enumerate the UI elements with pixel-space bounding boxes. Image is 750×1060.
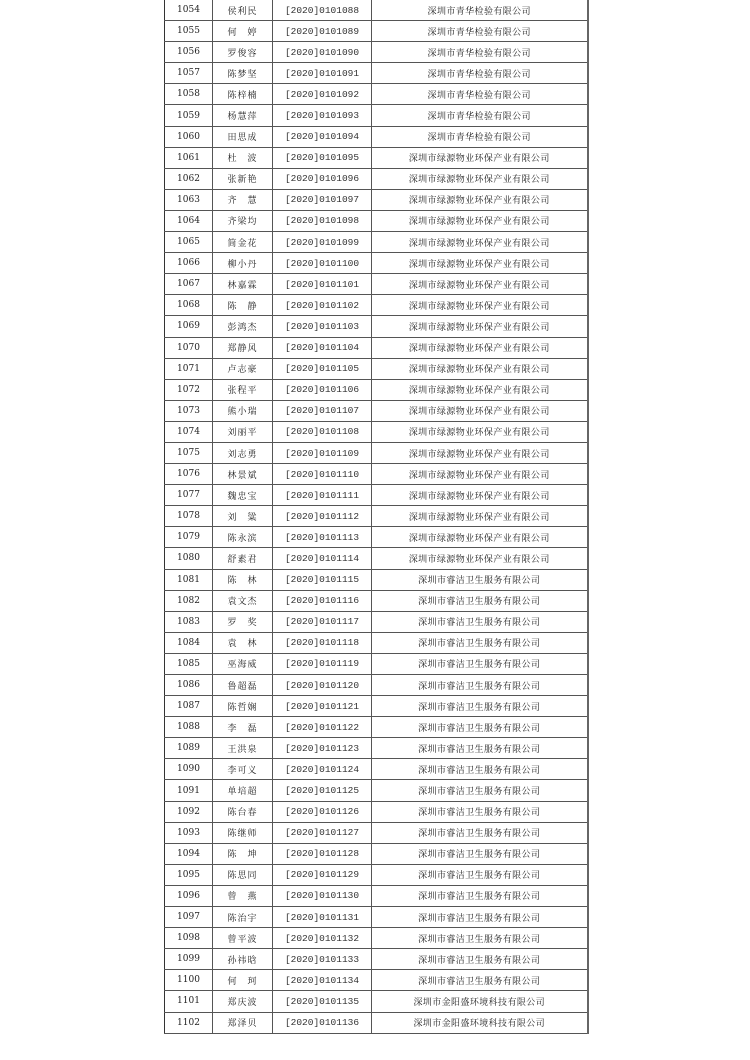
company-name: 深圳市金阳盛环境科技有限公司 — [372, 1012, 588, 1033]
row-number: 1060 — [165, 126, 213, 147]
company-name: 深圳市绿源物业环保产业有限公司 — [372, 337, 588, 358]
certificate-number: [2020]0101104 — [273, 337, 372, 358]
certificate-number: [2020]0101111 — [273, 485, 372, 506]
person-name: 陈永滨 — [213, 527, 273, 548]
person-name: 单培超 — [213, 780, 273, 801]
person-name: 刘 粱 — [213, 506, 273, 527]
table-row — [165, 84, 588, 105]
table-row — [165, 295, 588, 316]
person-name: 郑静风 — [213, 337, 273, 358]
row-number: 1081 — [165, 569, 213, 590]
person-name: 罗 奖 — [213, 611, 273, 632]
row-number: 1094 — [165, 843, 213, 864]
certificate-number: [2020]0101112 — [273, 506, 372, 527]
person-name: 陈 林 — [213, 569, 273, 590]
certificate-number: [2020]0101134 — [273, 970, 372, 991]
table-row — [165, 822, 588, 843]
person-name: 陈 坤 — [213, 843, 273, 864]
person-name: 巫海威 — [213, 653, 273, 674]
table-row — [165, 464, 588, 485]
certificate-number: [2020]0101135 — [273, 991, 372, 1012]
person-name: 李 磊 — [213, 717, 273, 738]
person-name: 陈 静 — [213, 295, 273, 316]
row-number: 1078 — [165, 506, 213, 527]
certificate-number: [2020]0101096 — [273, 168, 372, 189]
person-name: 简金花 — [213, 232, 273, 253]
row-number: 1095 — [165, 864, 213, 885]
table-row — [165, 527, 588, 548]
row-number: 1056 — [165, 42, 213, 63]
table-row — [165, 780, 588, 801]
row-number: 1089 — [165, 738, 213, 759]
company-name: 深圳市青华检验有限公司 — [372, 0, 588, 21]
row-number: 1077 — [165, 485, 213, 506]
person-name: 陈梦坚 — [213, 63, 273, 84]
table-row — [165, 421, 588, 442]
table-row — [165, 569, 588, 590]
certificate-number: [2020]0101121 — [273, 696, 372, 717]
certificate-number: [2020]0101090 — [273, 42, 372, 63]
certificate-number: [2020]0101108 — [273, 421, 372, 442]
certificate-number: [2020]0101110 — [273, 464, 372, 485]
certificate-number: [2020]0101126 — [273, 801, 372, 822]
certificate-number: [2020]0101109 — [273, 442, 372, 463]
row-number: 1090 — [165, 759, 213, 780]
person-name: 张程平 — [213, 379, 273, 400]
person-name: 鲁超磊 — [213, 675, 273, 696]
row-number: 1086 — [165, 675, 213, 696]
company-name: 深圳市绿源物业环保产业有限公司 — [372, 506, 588, 527]
certificate-number: [2020]0101131 — [273, 907, 372, 928]
row-number: 1071 — [165, 358, 213, 379]
person-name: 何 珂 — [213, 970, 273, 991]
table-row — [165, 168, 588, 189]
person-name: 陈治宇 — [213, 907, 273, 928]
company-name: 深圳市青华检验有限公司 — [372, 84, 588, 105]
company-name: 深圳市绿源物业环保产业有限公司 — [372, 485, 588, 506]
person-name: 陈台春 — [213, 801, 273, 822]
person-name: 陈梓楠 — [213, 84, 273, 105]
table-row — [165, 970, 588, 991]
person-name: 杜 波 — [213, 147, 273, 168]
person-name: 何 婷 — [213, 21, 273, 42]
certificate-number: [2020]0101088 — [273, 0, 372, 21]
person-name: 曾 燕 — [213, 885, 273, 906]
company-name: 深圳市绿源物业环保产业有限公司 — [372, 548, 588, 569]
table-row — [165, 843, 588, 864]
table-row — [165, 42, 588, 63]
company-name: 深圳市绿源物业环保产业有限公司 — [372, 442, 588, 463]
table-row — [165, 400, 588, 421]
company-name: 深圳市睿洁卫生服务有限公司 — [372, 675, 588, 696]
certificate-table — [164, 0, 589, 1034]
row-number: 1063 — [165, 189, 213, 210]
person-name: 熊小瑞 — [213, 400, 273, 421]
table-row — [165, 63, 588, 84]
certificate-number: [2020]0101089 — [273, 21, 372, 42]
table-row — [165, 379, 588, 400]
certificate-number: [2020]0101098 — [273, 210, 372, 231]
table-row — [165, 949, 588, 970]
certificate-number: [2020]0101115 — [273, 569, 372, 590]
table-row — [165, 928, 588, 949]
certificate-number: [2020]0101124 — [273, 759, 372, 780]
person-name: 柳小丹 — [213, 253, 273, 274]
certificate-number: [2020]0101101 — [273, 274, 372, 295]
row-number: 1098 — [165, 928, 213, 949]
certificate-number: [2020]0101133 — [273, 949, 372, 970]
table-row — [165, 485, 588, 506]
certificate-number: [2020]0101100 — [273, 253, 372, 274]
table-row — [165, 675, 588, 696]
row-number: 1074 — [165, 421, 213, 442]
certificate-number: [2020]0101095 — [273, 147, 372, 168]
company-name: 深圳市绿源物业环保产业有限公司 — [372, 527, 588, 548]
certificate-number: [2020]0101097 — [273, 189, 372, 210]
table-row — [165, 253, 588, 274]
person-name: 陈哲娴 — [213, 696, 273, 717]
company-name: 深圳市青华检验有限公司 — [372, 105, 588, 126]
company-name: 深圳市睿洁卫生服务有限公司 — [372, 822, 588, 843]
table-row — [165, 991, 588, 1012]
row-number: 1061 — [165, 147, 213, 168]
table-body — [165, 0, 588, 1033]
certificate-number: [2020]0101123 — [273, 738, 372, 759]
person-name: 齐梁均 — [213, 210, 273, 231]
company-name: 深圳市绿源物业环保产业有限公司 — [372, 379, 588, 400]
certificate-number: [2020]0101122 — [273, 717, 372, 738]
person-name: 陈继师 — [213, 822, 273, 843]
person-name: 张新艳 — [213, 168, 273, 189]
person-name: 王洪泉 — [213, 738, 273, 759]
row-number: 1102 — [165, 1012, 213, 1033]
certificate-number: [2020]0101125 — [273, 780, 372, 801]
table-row — [165, 337, 588, 358]
certificate-number: [2020]0101093 — [273, 105, 372, 126]
company-name: 深圳市绿源物业环保产业有限公司 — [372, 400, 588, 421]
table-row — [165, 274, 588, 295]
certificate-number: [2020]0101128 — [273, 843, 372, 864]
company-name: 深圳市绿源物业环保产业有限公司 — [372, 147, 588, 168]
person-name: 彭鸿杰 — [213, 316, 273, 337]
row-number: 1093 — [165, 822, 213, 843]
person-name: 刘丽平 — [213, 421, 273, 442]
certificate-number: [2020]0101102 — [273, 295, 372, 316]
row-number: 1100 — [165, 970, 213, 991]
certificate-number: [2020]0101119 — [273, 653, 372, 674]
person-name: 林景斌 — [213, 464, 273, 485]
company-name: 深圳市绿源物业环保产业有限公司 — [372, 210, 588, 231]
company-name: 深圳市睿洁卫生服务有限公司 — [372, 717, 588, 738]
row-number: 1085 — [165, 653, 213, 674]
certificate-number: [2020]0101114 — [273, 548, 372, 569]
row-number: 1082 — [165, 590, 213, 611]
company-name: 深圳市绿源物业环保产业有限公司 — [372, 168, 588, 189]
table-row — [165, 506, 588, 527]
table-row — [165, 232, 588, 253]
row-number: 1062 — [165, 168, 213, 189]
row-number: 1067 — [165, 274, 213, 295]
company-name: 深圳市金阳盛环境科技有限公司 — [372, 991, 588, 1012]
company-name: 深圳市睿洁卫生服务有限公司 — [372, 632, 588, 653]
row-number: 1097 — [165, 907, 213, 928]
table-row — [165, 210, 588, 231]
company-name: 深圳市睿洁卫生服务有限公司 — [372, 569, 588, 590]
certificate-number: [2020]0101113 — [273, 527, 372, 548]
table-row — [165, 21, 588, 42]
person-name: 齐 慧 — [213, 189, 273, 210]
person-name: 魏忠宝 — [213, 485, 273, 506]
row-number: 1099 — [165, 949, 213, 970]
person-name: 侯利民 — [213, 0, 273, 21]
table-row — [165, 885, 588, 906]
certificate-number: [2020]0101106 — [273, 379, 372, 400]
company-name: 深圳市绿源物业环保产业有限公司 — [372, 189, 588, 210]
row-number: 1059 — [165, 105, 213, 126]
row-number: 1087 — [165, 696, 213, 717]
person-name: 李可义 — [213, 759, 273, 780]
person-name: 袁 林 — [213, 632, 273, 653]
row-number: 1057 — [165, 63, 213, 84]
person-name: 林嘉霖 — [213, 274, 273, 295]
table-row — [165, 907, 588, 928]
company-name: 深圳市睿洁卫生服务有限公司 — [372, 590, 588, 611]
company-name: 深圳市绿源物业环保产业有限公司 — [372, 421, 588, 442]
certificate-number: [2020]0101094 — [273, 126, 372, 147]
certificate-number: [2020]0101129 — [273, 864, 372, 885]
person-name: 孙祎晗 — [213, 949, 273, 970]
row-number: 1068 — [165, 295, 213, 316]
table-row — [165, 189, 588, 210]
person-name: 刘志勇 — [213, 442, 273, 463]
table-row — [165, 632, 588, 653]
company-name: 深圳市睿洁卫生服务有限公司 — [372, 907, 588, 928]
table-row — [165, 717, 588, 738]
row-number: 1075 — [165, 442, 213, 463]
company-name: 深圳市绿源物业环保产业有限公司 — [372, 274, 588, 295]
certificate-number: [2020]0101130 — [273, 885, 372, 906]
table-row — [165, 358, 588, 379]
certificate-number: [2020]0101107 — [273, 400, 372, 421]
company-name: 深圳市绿源物业环保产业有限公司 — [372, 464, 588, 485]
company-name: 深圳市睿洁卫生服务有限公司 — [372, 928, 588, 949]
company-name: 深圳市绿源物业环保产业有限公司 — [372, 253, 588, 274]
table-row — [165, 801, 588, 822]
row-number: 1070 — [165, 337, 213, 358]
row-number: 1080 — [165, 548, 213, 569]
company-name: 深圳市青华检验有限公司 — [372, 21, 588, 42]
table-row — [165, 653, 588, 674]
table-row — [165, 548, 588, 569]
certificate-number: [2020]0101127 — [273, 822, 372, 843]
company-name: 深圳市睿洁卫生服务有限公司 — [372, 885, 588, 906]
company-name: 深圳市睿洁卫生服务有限公司 — [372, 738, 588, 759]
certificate-number: [2020]0101118 — [273, 632, 372, 653]
person-name: 舒素君 — [213, 548, 273, 569]
row-number: 1069 — [165, 316, 213, 337]
certificate-number: [2020]0101120 — [273, 675, 372, 696]
company-name: 深圳市睿洁卫生服务有限公司 — [372, 780, 588, 801]
person-name: 袁文杰 — [213, 590, 273, 611]
person-name: 郑庆波 — [213, 991, 273, 1012]
person-name: 田思成 — [213, 126, 273, 147]
company-name: 深圳市睿洁卫生服务有限公司 — [372, 864, 588, 885]
company-name: 深圳市绿源物业环保产业有限公司 — [372, 358, 588, 379]
certificate-number: [2020]0101105 — [273, 358, 372, 379]
person-name: 杨慧萍 — [213, 105, 273, 126]
table-row — [165, 590, 588, 611]
certificate-number: [2020]0101092 — [273, 84, 372, 105]
certificate-number: [2020]0101117 — [273, 611, 372, 632]
row-number: 1084 — [165, 632, 213, 653]
table-row — [165, 738, 588, 759]
company-name: 深圳市绿源物业环保产业有限公司 — [372, 295, 588, 316]
person-name: 郑泽贝 — [213, 1012, 273, 1033]
row-number: 1072 — [165, 379, 213, 400]
row-number: 1079 — [165, 527, 213, 548]
person-name: 陈思同 — [213, 864, 273, 885]
row-number: 1064 — [165, 210, 213, 231]
company-name: 深圳市睿洁卫生服务有限公司 — [372, 949, 588, 970]
row-number: 1083 — [165, 611, 213, 632]
row-number: 1088 — [165, 717, 213, 738]
row-number: 1065 — [165, 232, 213, 253]
table-row — [165, 1012, 588, 1033]
company-name: 深圳市睿洁卫生服务有限公司 — [372, 970, 588, 991]
company-name: 深圳市青华检验有限公司 — [372, 63, 588, 84]
company-name: 深圳市绿源物业环保产业有限公司 — [372, 316, 588, 337]
company-name: 深圳市睿洁卫生服务有限公司 — [372, 653, 588, 674]
row-number: 1073 — [165, 400, 213, 421]
table-row — [165, 316, 588, 337]
certificate-number: [2020]0101099 — [273, 232, 372, 253]
table-row — [165, 759, 588, 780]
company-name: 深圳市睿洁卫生服务有限公司 — [372, 696, 588, 717]
table-row — [165, 442, 588, 463]
table-row — [165, 105, 588, 126]
certificate-number: [2020]0101103 — [273, 316, 372, 337]
table-row — [165, 611, 588, 632]
table-row — [165, 0, 588, 21]
row-number: 1101 — [165, 991, 213, 1012]
certificate-number: [2020]0101132 — [273, 928, 372, 949]
company-name: 深圳市睿洁卫生服务有限公司 — [372, 759, 588, 780]
person-name: 曾平波 — [213, 928, 273, 949]
row-number: 1076 — [165, 464, 213, 485]
row-number: 1054 — [165, 0, 213, 21]
person-name: 卢志豪 — [213, 358, 273, 379]
row-number: 1055 — [165, 21, 213, 42]
row-number: 1066 — [165, 253, 213, 274]
row-number: 1092 — [165, 801, 213, 822]
table-row — [165, 864, 588, 885]
person-name: 罗俊容 — [213, 42, 273, 63]
table-row — [165, 147, 588, 168]
company-name: 深圳市绿源物业环保产业有限公司 — [372, 232, 588, 253]
certificate-number: [2020]0101116 — [273, 590, 372, 611]
company-name: 深圳市睿洁卫生服务有限公司 — [372, 801, 588, 822]
row-number: 1058 — [165, 84, 213, 105]
certificate-number: [2020]0101091 — [273, 63, 372, 84]
company-name: 深圳市青华检验有限公司 — [372, 42, 588, 63]
row-number: 1091 — [165, 780, 213, 801]
company-name: 深圳市睿洁卫生服务有限公司 — [372, 611, 588, 632]
company-name: 深圳市睿洁卫生服务有限公司 — [372, 843, 588, 864]
table-row — [165, 126, 588, 147]
row-number: 1096 — [165, 885, 213, 906]
company-name: 深圳市青华检验有限公司 — [372, 126, 588, 147]
certificate-number: [2020]0101136 — [273, 1012, 372, 1033]
table-row — [165, 696, 588, 717]
